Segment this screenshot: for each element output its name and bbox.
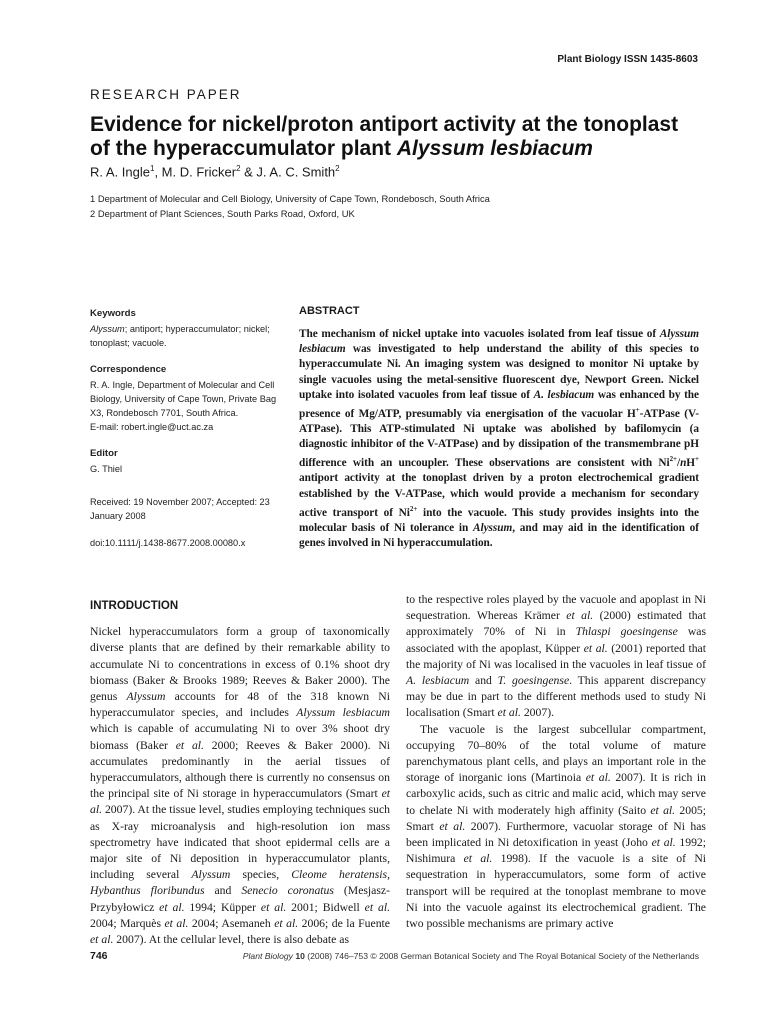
paper-type-label: RESEARCH PAPER: [90, 87, 242, 102]
keyword-italic: Alyssum: [90, 324, 125, 334]
journal-issn: Plant Biology ISSN 1435-8603: [557, 54, 698, 65]
editor-label: Editor: [90, 448, 118, 459]
editor-name: G. Thiel: [90, 464, 122, 474]
abstract-text: The mechanism of nickel uptake into vacuoles isolated from leaf tissue of Alyssum lesbiacum was investigated to help understand the ability of this species to hyperaccumulate Ni. An imaging system was designed to monitor Ni uptake by single vacuoles using the metal-sensitive fluorescent dye, Newport Green. Nickel uptake into isolated vacuoles from leaf tissue of A. lesbiacum was enhanced by the presence of Mg/ATP, presumably via energisation of the vacuolar H+-ATPase (V-ATPase). This ATP-stimulated Ni uptake was abolished by bafilomycin (a diagnostic inhibitor of the V-ATPase) and by dissipation of the transmembrane pH difference with an uncoupler. These observations are consistent with $Ni^{2+}/nH^+$ antiport activity at the tonoplast driven by a proton electrochemical gradient established by the V-ATPase, which would provide a mechanism for secondary active transport of $Ni^{2+}$ into the vacuole. This study provides insights into the molecular basis of Ni tolerance in Alyssum, and may aid in the identification of genes involved in Ni hyperaccumulation.: [299, 328, 699, 549]
doi[interactable]: doi:10.1111/j.1438-8677.2008.00080.x: [90, 538, 246, 548]
footer-citation: [243, 951, 699, 961]
affiliation-2: 2 Department of Plant Sciences, South Parks Road, Oxford, UK: [90, 208, 355, 219]
author-affil-ref: 2: [236, 164, 241, 173]
affiliation-1: 1 Department of Molecular and Cell Biology, University of Cape Town, Rondebosch, South Africa: [90, 193, 490, 204]
received-dates: Received: 19 November 2007; Accepted: 23 January 2008: [90, 497, 270, 521]
author-separator: ,: [154, 164, 162, 180]
article-info-sidebar: [90, 307, 290, 563]
author-name: M. D. Fricker: [161, 164, 237, 180]
paper-title: [90, 113, 710, 161]
author-name: J. A. C. Smith: [256, 164, 336, 180]
title-species: Alyssum lesbiacum: [396, 137, 593, 160]
abstract-heading: ABSTRACT: [299, 305, 360, 317]
author-separator: &: [240, 164, 257, 180]
author-affil-ref: 2: [335, 164, 340, 173]
keywords-label: Keywords: [90, 308, 136, 319]
footer-volume: 10: [295, 951, 305, 961]
abstract-section: [299, 305, 699, 551]
page-number: 746: [90, 950, 108, 962]
intro-paragraph-1: Nickel hyperaccumulators form a group of taxonomically diverse plants that are defined by their remarkable ability to accumulate Ni to concentrations in excess of 0.1% shoot dry biomass (Baker & Brooks 1989; Reeves & Baker 2000). The genus Alyssum accounts for 48 of the 318 known Ni hyperaccumulator species, and includes Alyssum lesbiacum which is capable of accumulating Ni to over 3% shoot dry biomass (Baker et al. 2000; Reeves & Baker 2000). Ni accumulates predominantly in the aerial tissues of hyperaccumulators, although there is currently no consensus on the principal site of Ni storage in hyperaccumulators (Smart et al. 2007). At the tissue level, studies employing techniques such as X-ray microanalysis and high-resolution ion mass spectrometry have indicated that shoot epidermal cells are a major site of Ni deposition in hyperaccumulator plants, including several Alyssum species, Cleome heratensis, Hybanthus floribundus and Senecio coronatus (Mesjasz-Przybyłowicz et al. 1994; Küpper et al. 2001; Bidwell et al. 2004; Marquès et al. 2004; Asemaneh et al. 2006; de la Fuente et al. 2007). At the cellular level, there is also debate as: [90, 625, 391, 947]
correspondence-address: R. A. Ingle, Department of Molecular and Cell Biology, University of Cape Town, Private Bag X3, Rondebosch 7701, South Africa.: [90, 380, 277, 418]
body-column-right: [406, 592, 706, 932]
intro-paragraph-1-cont: to the respective roles played by the vacuole and apoplast in Ni sequestration. Whereas Krämer et al. (2000) estimated that approximately 70% of Ni in Thlaspi goesingense was associated with the apoplast, Küpper et al. (2001) reported that the majority of Ni was localised in the vacuoles in leaf tissue of A. lesbiacum and T. goesingense. This apparent discrepancy may be due in part to the different methods used to study Ni localisation (Smart et al. 2007).: [406, 593, 707, 720]
author-affil-ref: 1: [149, 164, 155, 173]
body-column-left: [90, 598, 390, 948]
introduction-heading: INTRODUCTION: [90, 600, 179, 612]
author-list: [90, 164, 340, 179]
title-line-1: Evidence for nickel/proton antiport activity at the tonoplast: [90, 113, 679, 136]
keywords-rest: ; antiport; hyperaccumulator; nickel; tonoplast; vacuole.: [90, 324, 270, 348]
intro-paragraph-2: The vacuole is the largest subcellular compartment, occupying 70–80% of the total volume of mature parenchymatous plant cells, and plays an important role in the storage of inorganic ions (Martinoia et al. 2007). It is rich in carboxylic acids, such as citric and malic acid, which may serve to chelate Ni with moderately high affinity (Saito et al. 2005; Smart et al. 2007). Furthermore, vacuolar storage of Ni has been implicated in Ni detoxification in yeast (Joho et al. 1992; Nishimura et al. 1998). If the vacuole is a site of Ni sequestration in hyperaccumulators, some form of active transport will be required at the tonoplast membrane to move Ni into the vacuole against its electrochemical gradient. The two possible mechanisms are primary active: [406, 722, 707, 931]
editor-block: [90, 447, 290, 476]
footer-journal: Plant Biology: [242, 951, 293, 961]
author-name: R. A. Ingle: [90, 164, 150, 180]
correspondence-label: Correspondence: [90, 364, 167, 375]
correspondence-email[interactable]: E-mail: robert.ingle@uct.ac.za: [90, 422, 214, 432]
footer-rest: (2008) 746–753 © 2008 German Botanical Society and The Royal Botanical Society of the Netherlands: [304, 951, 699, 961]
keywords-list: [90, 322, 290, 350]
keywords-block: [90, 307, 290, 350]
title-line-2: of the hyperaccumulator plant: [90, 137, 397, 160]
correspondence-block: [90, 363, 290, 434]
